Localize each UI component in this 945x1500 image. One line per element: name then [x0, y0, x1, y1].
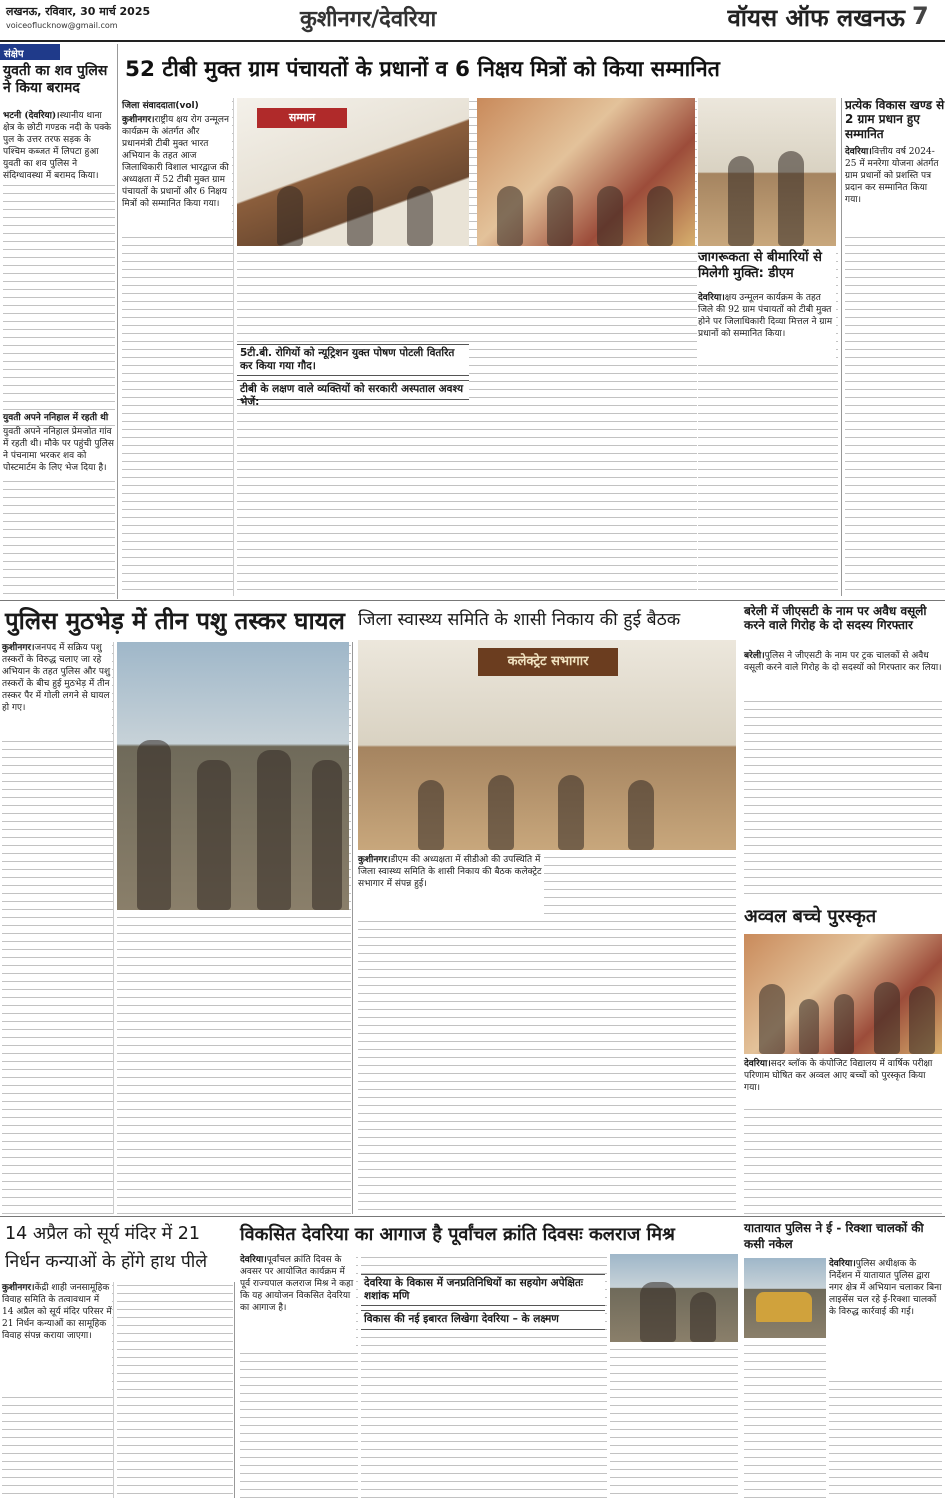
traffic-text: पुलिस अधीक्षक के निर्देशन में यातायात पुलिस द्वारा नगर क्षेत्र में अभियान चलाकर बिना लाइसेंस चल रहे ई-रिक्शा चालकों के विरुद्ध कार्रवाई की गई। [829, 1259, 942, 1317]
person-silhouette [874, 982, 900, 1054]
person-silhouette [799, 999, 819, 1054]
awareness-story [698, 250, 838, 595]
person-silhouette [497, 186, 523, 246]
dm-photo [698, 98, 836, 246]
brief-lead: स्थानीय थाना क्षेत्र के छोटी गण्डक नदी के पक्के पुल के उत्तर तरफ सड़क के पश्चिम कब्जत में लिपटा हुआ युवती का शव पुलिस ने संदिग्धावस्था में बरामद किया। [3, 111, 112, 181]
header-rule [0, 40, 945, 42]
awareness-headline: जागरूकता से बीमारियों से मिलेगी मुक्ति: डीएम [698, 250, 836, 290]
text-column [117, 1282, 233, 1498]
band-rule [0, 1216, 945, 1217]
extortion-text: पुलिस ने जीएसटी के नाम पर ट्रक चालकों से अवैध वसूली करने वाले गिरोह के दो सदस्यों को गिरफ्तार कर लिया। [744, 651, 942, 673]
extortion-body [744, 650, 942, 900]
masthead: वॉयस ऑफ लखनऊ [727, 4, 905, 32]
text-column [610, 1346, 738, 1498]
sun-temple-text: केंद्री शाही जनसामूहिक विवाह समिति के तत्वावधान में 14 अप्रैल को सूर्य मंदिर परिसर में 21 निर्धन कन्याओं का सामूहिक विवाह संपन्न कराया जाएगा। [2, 1283, 112, 1341]
traffic-photo [744, 1258, 826, 1338]
band-rule [0, 600, 945, 601]
brief-text [3, 110, 115, 182]
header-date: लखनऊ, रविवार, 30 मार्च 2025 [6, 5, 151, 18]
brief-subhead: युवती अपने ननिहाल में रहती थी [3, 410, 115, 424]
health-meeting-dateline: कुशीनगर। [358, 855, 391, 865]
sun-temple-dateline: कुशीनगर। [2, 1283, 35, 1293]
person-silhouette [488, 775, 514, 850]
awareness-text: क्षय उन्मूलन कार्यक्रम के तहत जिले की 92 ग्राम पंचायतों को टीबी मुक्त होने पर जिलाधिकारी दिव्या मित्तल ने ग्राम प्रधानों को सम्मानित किया। [698, 293, 833, 339]
encounter-dateline: कुशीनगर। [2, 643, 35, 653]
lead-story [122, 98, 697, 596]
person-silhouette [137, 740, 171, 910]
award-headline: अव्वल बच्चे पुरस्कृत [744, 906, 877, 927]
person-silhouette [628, 780, 654, 850]
lead-headline: 52 टीबी मुक्त ग्राम पंचायतों के प्रधानों व 6 निक्षय मित्रों को किया सम्मानित [125, 57, 720, 82]
person-silhouette [597, 186, 623, 246]
sun-temple-col-2 [117, 1282, 233, 1498]
encounter-text: जनपद में सक्रिय पशु तस्करों के विरुद्ध चलाए जा रहे अभियान के तहत पुलिस और पशु तस्करों के बीच हुई मुठभेड़ में तीन तस्कर पैर में गोली लगने से घायल हो गए। [2, 643, 111, 713]
person-silhouette [690, 1292, 716, 1342]
traffic-headline: यातायात पुलिस ने ई - रिक्शा चालकों की कसी नकेल [744, 1221, 924, 1251]
person-silhouette [347, 186, 373, 246]
person-silhouette [728, 156, 754, 246]
brief-label: संक्षेप [0, 44, 60, 60]
lead-photo-honour [477, 98, 695, 246]
encounter-col-1 [2, 642, 114, 1214]
sun-temple-story [0, 1282, 235, 1498]
health-meeting-photo [358, 640, 736, 850]
award-photo [744, 934, 942, 1054]
kalraj-pull-quote-2: विकास की नई इबारत लिखेगा देवरिया – के लक्ष्मण [361, 1310, 605, 1330]
page-number: 7 [912, 2, 929, 30]
lead-pull-quote-1: 5टी.बी. रोगियों को न्यूट्रिशन युक्त पोषण पोटली वितरित कर किया गया गौद। [237, 344, 469, 376]
extortion-headline: बरेली में जीएसटी के नाम पर अवैध वसूली करने वाले गिरोह के दो सदस्य गिरफ्तार [744, 604, 927, 632]
header-email: voiceoflucknow@gmail.com [6, 21, 118, 30]
sun-temple-paragraph [2, 1282, 112, 1390]
sun-temple-col-1 [2, 1282, 114, 1498]
person-silhouette [759, 984, 785, 1054]
traffic-paragraph [829, 1258, 942, 1378]
block-pradhan-paragraph [845, 146, 945, 230]
traffic-dateline: देवरिया। [829, 1259, 856, 1269]
lead-byline: जिला संवाददाता(vol) [122, 98, 232, 112]
lead-text: राष्ट्रीय क्षय रोग उन्मूलन कार्यक्रम के अंतर्गत और प्रधानमंत्री टीबी मुक्त भारत अभियान के तहत आज जिलाधिकारी विशाल भारद्वाज की अध्यक्षता में 52 टीबी मुक्त ग्राम पंचायतों के प्रधानों और 6 निक्षय मित्रों को सम्मानित किया गया। [122, 115, 229, 209]
brief-dateline: भटनी (देवरिया)। [3, 111, 60, 121]
extortion-dateline: बरेली। [744, 651, 765, 661]
encounter-paragraph [2, 642, 112, 738]
block-pradhan-headline: प्रत्येक विकास खण्ड से 2 ग्राम प्रधान हुए सम्मानित [845, 98, 945, 141]
extortion-paragraph [744, 650, 942, 698]
award-body [744, 1058, 942, 1214]
encounter-photo [117, 642, 349, 910]
encounter-headline: पुलिस मुठभेड़ में तीन पशु तस्कर घायल [5, 607, 345, 635]
health-meeting-paragraph [358, 854, 544, 914]
lead-photo-banner: सम्मान [257, 108, 347, 128]
kalraj-col-3 [610, 1346, 738, 1498]
health-meeting-body [358, 854, 736, 1214]
kalraj-pull-quote-1: देवरिया के विकास में जनप्रतिनिधियों का सहयोग अपेक्षितः शशांक मणि [361, 1274, 605, 1306]
award-dateline: देवरिया। [744, 1059, 771, 1069]
kalraj-story [240, 1254, 740, 1498]
kalraj-text: पूर्वांचल क्रांति दिवस के अवसर पर आयोजित कार्यक्रम में पूर्व राज्यपाल कलराज मिश्र ने कहा कि यह आयोजन विकसित देवरिया का आगाज है। [240, 1255, 354, 1313]
kalraj-photo [610, 1254, 738, 1342]
encounter-cols-2-3 [117, 642, 351, 1214]
meeting-sign: कलेक्ट्रेट सभागार [478, 648, 618, 676]
section-title: कुशीनगर/देवरिया [300, 7, 437, 32]
health-meeting-headline: जिला स्वास्थ्य समिति के शासी निकाय की हुई बैठक [358, 610, 681, 630]
brief-tail: युवती अपने ननिहाल प्रेमजोत गांव में रहती थी। मौके पर पहुंची पुलिस ने पंचनामा भरकर शव को पोस्टमार्टम के लिए भेज दिया है। [3, 427, 114, 473]
person-silhouette [257, 750, 291, 910]
person-silhouette [197, 760, 231, 910]
person-silhouette [909, 986, 935, 1054]
award-paragraph [744, 1058, 942, 1106]
sun-temple-headline: 14 अप्रैल को सूर्य मंदिर में 21 निर्धन कन्याओं के होंगे हाथ पीले [5, 1224, 208, 1272]
awareness-paragraph [698, 292, 836, 364]
text-column [3, 110, 115, 596]
traffic-body [829, 1258, 942, 1498]
person-silhouette [312, 760, 342, 910]
brief-box [0, 44, 118, 599]
e-rickshaw-shape [756, 1292, 812, 1322]
person-silhouette [277, 186, 303, 246]
brief-headline: युवती का शव पुलिस ने किया बरामद [3, 63, 108, 96]
text-column [744, 1342, 826, 1498]
page-header [0, 0, 945, 40]
block-pradhan-story [841, 98, 945, 596]
person-silhouette [778, 151, 804, 246]
lead-photo-meeting [237, 98, 469, 246]
person-silhouette [407, 186, 433, 246]
kalraj-headline: विकसित देवरिया का आगाज है पूर्वांचल क्रांति दिवसः कलराज मिश्र [240, 1224, 675, 1245]
kalraj-col-1 [240, 1254, 358, 1498]
brief-body [3, 110, 115, 596]
award-text: सदर ब्लॉक के कंपोजिट विद्यालय में वार्षिक परीक्षा परिणाम घोषित कर अव्वल आए बच्चों को पुरस्कृत किया गया। [744, 1059, 933, 1093]
person-silhouette [558, 775, 584, 850]
lead-paragraph [122, 114, 232, 234]
kalraj-paragraph [240, 1254, 356, 1350]
person-silhouette [834, 994, 854, 1054]
lead-dateline: कुशीनगर। [122, 115, 155, 125]
person-silhouette [418, 780, 444, 850]
lead-cols-2-5 [237, 98, 697, 596]
person-silhouette [647, 186, 673, 246]
kalraj-dateline: देवरिया। [240, 1255, 267, 1265]
block-pradhan-dateline: देवरिया। [845, 147, 872, 157]
traffic-body-lower [744, 1342, 826, 1498]
encounter-story [0, 642, 353, 1214]
block-pradhan-body [845, 146, 945, 594]
kalraj-col-2 [361, 1254, 607, 1498]
person-silhouette [640, 1282, 676, 1342]
health-meeting-text: डीएम की अध्यक्षता में सीडीओ की उपस्थिति में जिला स्वास्थ्य समिति के शासी निकाय की बैठक कलेक्ट्रेट सभागार में संपन्न हुई। [358, 855, 542, 889]
lead-col-1 [122, 98, 234, 596]
person-silhouette [547, 186, 573, 246]
awareness-dateline: देवरिया। [698, 293, 725, 303]
block-pradhan-text: वित्तीय वर्ष 2024-25 में मनरेगा योजना अंतर्गत ग्राम प्रधानों को प्रशस्ति पत्र प्रदान कर सम्मानित किया गया। [845, 147, 939, 205]
lead-pull-quote-2: टीबी के लक्षण वाले व्यक्तियों को सरकारी अस्पताल अवश्य भेजें: [237, 380, 469, 400]
